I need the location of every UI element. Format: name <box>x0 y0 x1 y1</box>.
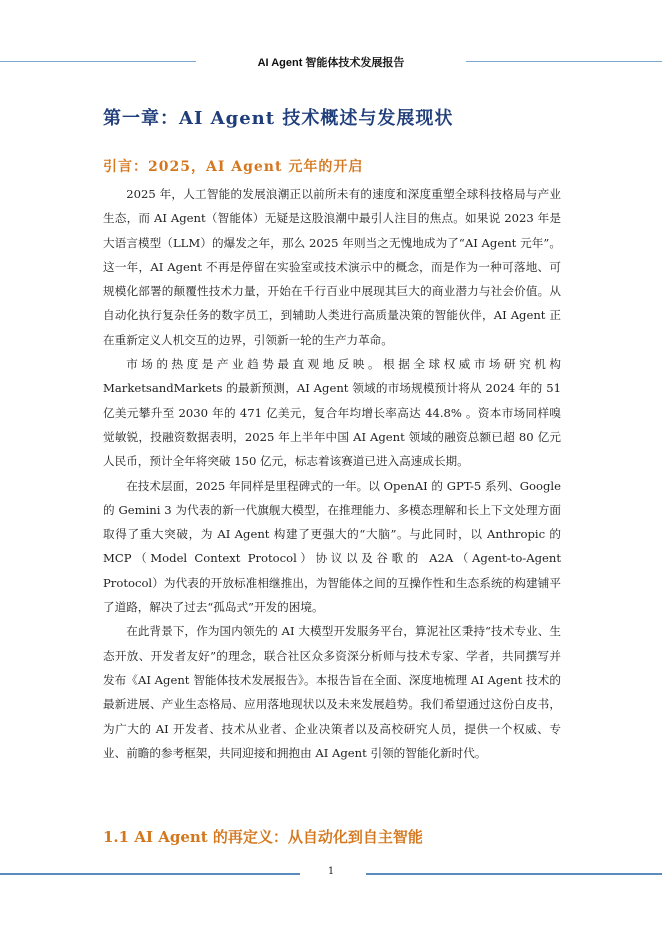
paragraph: 在此背景下，作为国内领先的 AI 大模型开发服务平台，算泥社区秉持“技术专业、生态开放、开发者友好”的理念，联合社区众多资深分析师与技术专家、学者，共同撰写并发布《AI Agent 智能体技术发展报告》。本报告旨在全面、深度地梳理 AI Agent 技术的最新进展、产业生态格局、应用落地现状以及未来发展趋势。我们希望通过这份白皮书，为广大的 AI 开发者、技术从业者、企业决策者以及高校研究人员，提供一个权威、专业、前瞻的参考框架，共同迎接和拥抱由 AI Agent 引领的智能化新时代。 <box>103 624 561 760</box>
report-header-title: AI Agent 智能体技术发展报告 <box>257 57 405 69</box>
paragraph: 2025 年，人工智能的发展浪潮正以前所未有的速度和深度重塑全球科技格局与产业生态，而 AI Agent（智能体）无疑是这股浪潮中最引人注目的焦点。如果说 2023 年是大语言模型（LLM）的爆发之年，那么 2025 年则当之无愧地成为了“AI Agent 元年”。这一年，AI Agent 不再是停留在实验室或技术演示中的概念，而是作为一种可落地、可规模化部署的颠覆性技术力量，开始在千行百业中展现其巨大的商业潜力与社会价值。从自动化执行复杂任务的数字员工，到辅助人类进行高质量决策的智能伙伴，AI Agent 正在重新定义人机交互的边界，引领新一轮的生产力革命。 <box>103 187 561 347</box>
intro-heading: 引言：2025，AI Agent 元年的开启 <box>103 159 364 175</box>
page-number: 1 <box>327 866 335 877</box>
section-heading: 1.1 AI Agent 的再定义：从自动化到自主智能 <box>103 828 423 846</box>
paragraph: 市场的热度是产业趋势最直观地反映。根据全球权威市场研究机构 MarketsandMarkets 的最新预测，AI Agent 领域的市场规模预计将从 2024 年的 51 亿美元攀升至 2030 年的 471 亿美元，复合年均增长率高达 44.8% 。资本市场同样嗅觉敏锐，投融资数据表明，2025 年上半年中国 AI Agent 领域的融资总额已超 80 亿元人民币，预计全年将突破 150 亿元，标志着该赛道已进入高速成长期。 <box>103 357 561 469</box>
intro-body <box>103 182 561 765</box>
header-rule-right <box>466 61 662 62</box>
paragraph: 在技术层面，2025 年同样是里程碑式的一年。以 OpenAI 的 GPT-5 系列、Google 的 Gemini 3 为代表的新一代旗舰大模型，在推理能力、多模态理解和长上下文处理方面取得了重大突破，为 AI Agent 构建了更强大的“大脑”。与此同时，以 Anthropic 的 MCP（Model Context Protocol）协议以及谷歌的 A2A（Agent-to-Agent Protocol）为代表的开放标准相继推出，为智能体之间的互操作性和生态系统的构建铺平了道路，解决了过去“孤岛式”开发的困境。 <box>103 478 561 615</box>
header-rule-left <box>0 61 196 62</box>
chapter-title: 第一章：AI Agent 技术概述与发展现状 <box>103 108 454 129</box>
